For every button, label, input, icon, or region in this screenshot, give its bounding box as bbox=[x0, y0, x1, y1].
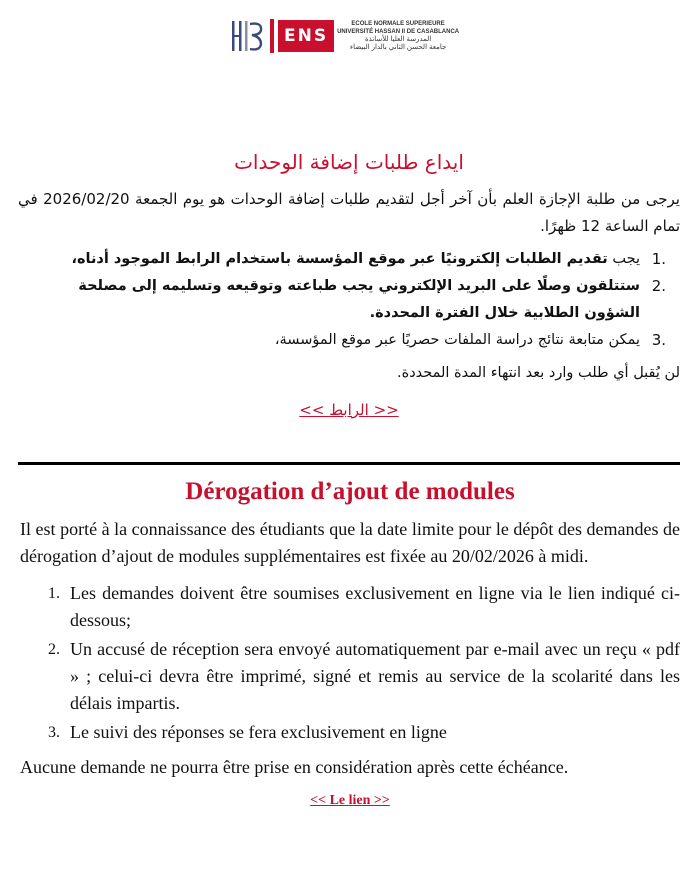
list-item bbox=[48, 580, 680, 634]
section-divider bbox=[18, 462, 680, 465]
arabic-section-title: ايداع طلبات إضافة الوحدات bbox=[234, 150, 464, 174]
arabic-closing-note: لن يُقبل أي طلب وارد بعد انتهاء المدة المحددة. bbox=[396, 365, 680, 381]
arabic-intro-paragraph: يرجى من طلبة الإجازة العلم بأن آخر أجل لتقديم طلبات إضافة الوحدات هو يوم الجمعة 2026/02/20 في تمام الساعة 12 ظهرًا. bbox=[18, 190, 680, 235]
list-number: 1. bbox=[48, 585, 60, 602]
list-item-text: يمكن متابعة نتائج دراسة الملفات حصريًا عبر موقع المؤسسة، bbox=[274, 332, 640, 348]
french-instructions-list bbox=[20, 580, 680, 746]
french-intro-paragraph: Il est porté à la connaissance des étudiants que la date limite pour le dépôt des demandes de dérogation d’ajout de modules supplémentaires est fixée au 20/02/2026 à midi. bbox=[20, 519, 680, 566]
list-item bbox=[18, 273, 666, 327]
arabic-submission-link[interactable]: << الرابط >> bbox=[299, 401, 399, 419]
logo-line-university-ar: جامعة الحسن الثاني بالدار البيضاء bbox=[349, 44, 447, 51]
logo-divider bbox=[270, 19, 274, 53]
logo-line-school: ECOLE NORMALE SUPERIEURE bbox=[351, 21, 445, 27]
list-item-text: Le suivi des réponses se fera exclusivement en ligne bbox=[70, 722, 447, 742]
list-number: 3. bbox=[651, 331, 666, 349]
list-item bbox=[48, 719, 680, 746]
logo-abbreviation: ENS bbox=[278, 20, 334, 52]
institution-logo bbox=[230, 16, 459, 56]
list-item-text: Un accusé de réception sera envoyé automatiquement par e-mail avec un reçu « pdf » ; celui-ci devra être imprimé, signé et remis au service de la scolarité dans les délais impartis. bbox=[70, 639, 680, 713]
list-item bbox=[18, 246, 666, 273]
list-item-text: Les demandes doivent être soumises exclusivement en ligne via le lien indiqué ci-dessous; bbox=[70, 583, 680, 630]
list-item bbox=[18, 327, 666, 354]
list-number: 2. bbox=[651, 277, 666, 295]
french-closing-note: Aucune demande ne pourra être prise en considération après cette échéance. bbox=[20, 757, 569, 777]
french-announcement bbox=[20, 478, 680, 809]
list-number: 2. bbox=[48, 641, 60, 658]
list-item-text: تقديم الطلبات إلكترونيًا عبر موقع المؤسسة باستخدام الرابط الموجود أدناه، bbox=[71, 251, 608, 267]
list-item-text: ستتلقون وصلًا على البريد الإلكتروني يجب طباعته وتوقيعه وتسليمه إلى مصلحة الشؤون الطلابية خلال الفترة المحددة. bbox=[78, 278, 640, 321]
arabic-announcement bbox=[18, 150, 680, 419]
arabic-instructions-list bbox=[18, 246, 680, 354]
list-number: 3. bbox=[48, 724, 60, 741]
university-emblem-icon bbox=[230, 18, 264, 54]
french-submission-link[interactable]: << Le lien >> bbox=[310, 793, 390, 808]
french-section-title: Dérogation d’ajout de modules bbox=[185, 478, 515, 505]
list-item-prefix: يجب bbox=[612, 251, 640, 267]
list-item bbox=[48, 636, 680, 717]
logo-text-block bbox=[337, 20, 459, 52]
logo-line-university: UNIVERSITÉ HASSAN II DE CASABLANCA bbox=[337, 29, 460, 35]
list-number: 1. bbox=[651, 250, 666, 268]
logo-line-school-ar: المدرسة العليا للأساتذة bbox=[364, 36, 432, 43]
